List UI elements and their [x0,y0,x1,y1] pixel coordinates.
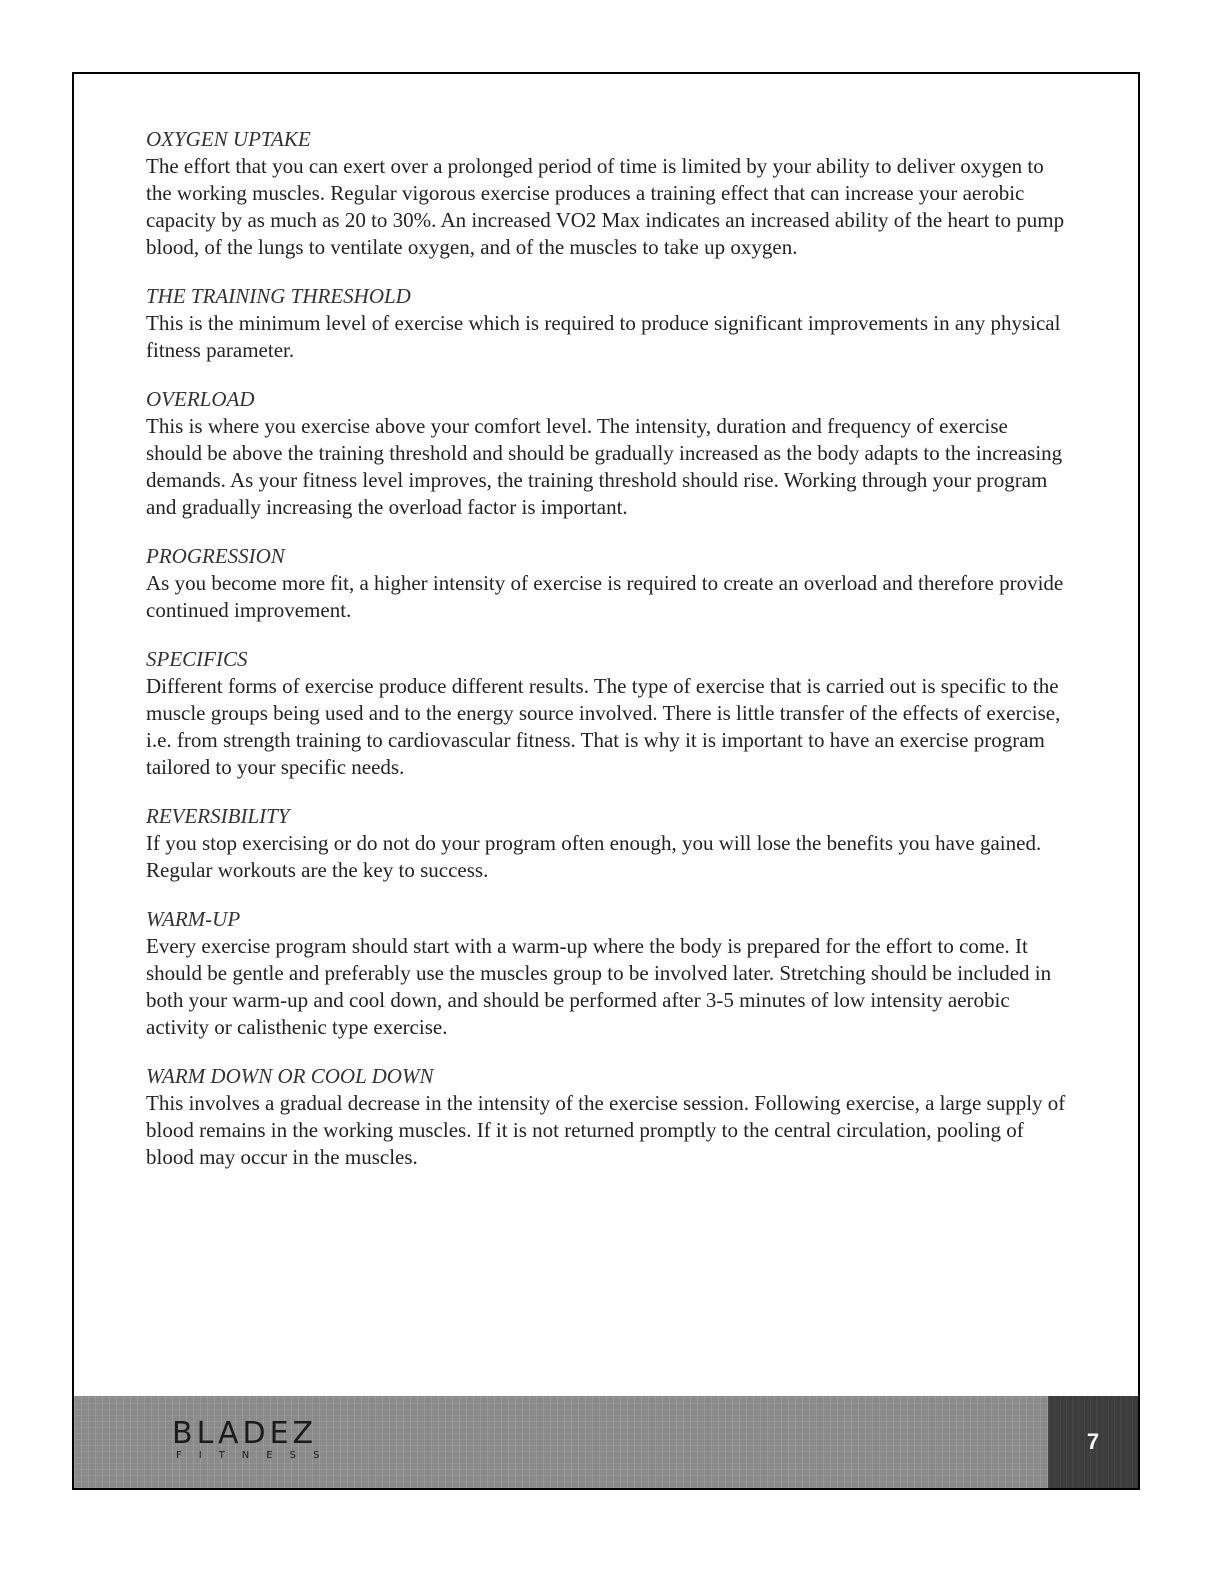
section-body: This is the minimum level of exercise which is required to produce significant improvements in any physical fitness parameter. [146,311,1061,362]
section-body: If you stop exercising or do not do your program often enough, you will lose the benefits you have gained. Regular workouts are the key to success. [146,831,1042,882]
section-body: As you become more fit, a higher intensity of exercise is required to create an overload and therefore provide continued improvement. [146,571,1064,622]
section-heading: SPECIFICS [146,647,248,671]
section-body: The effort that you can exert over a prolonged period of time is limited by your ability to deliver oxygen to the working muscles. Regular vigorous exercise produces a training effect that can increase your aerobic capacity by as much as 20 to 30%. An increased VO2 Max indicates an increased ability of the heart to pump blood, of the lungs to ventilate oxygen, and of the muscles to take up oxygen. [146,154,1065,259]
section-progression [146,543,1066,624]
section-cool-down [146,1063,1066,1171]
logo-subtitle: FITNESS [176,1450,337,1461]
section-heading: WARM DOWN OR COOL DOWN [146,1064,434,1088]
section-overload [146,386,1066,521]
section-oxygen-uptake [146,126,1066,261]
logo-wordmark: BLADEZ [172,1416,318,1451]
section-heading: OVERLOAD [146,387,255,411]
section-heading: WARM-UP [146,907,241,931]
section-warm-up [146,906,1066,1041]
section-body: Different forms of exercise produce different results. The type of exercise that is carried out is specific to the muscle groups being used and to the energy source involved. There is little transfer of the effects of exercise, i.e. from strength training to cardiovascular fitness. That is why it is important to have an exercise program tailored to your specific needs. [146,674,1061,779]
page-number-block [1048,1396,1138,1488]
page-number: 7 [1086,1429,1100,1454]
section-heading: REVERSIBILITY [146,804,290,828]
section-reversibility [146,803,1066,884]
section-body: Every exercise program should start with a warm-up where the body is prepared for the effort to come. It should be gentle and preferably use the muscles group to be involved later. Stretching should be included in both your warm-up and cool down, and should be performed after 3-5 minutes of low intensity aerobic activity or calisthenic type exercise. [146,934,1052,1039]
section-body: This is where you exercise above your comfort level. The intensity, duration and frequency of exercise should be above the training threshold and should be gradually increased as the body adapts to the increasing demands. As your fitness level improves, the training threshold should rise. Working through your program and gradually increasing the overload factor is important. [146,414,1063,519]
page-footer [74,1396,1138,1488]
section-body: This involves a gradual decrease in the intensity of the exercise session. Following exercise, a large supply of blood remains in the working muscles. If it is not returned promptly to the central circulation, pooling of blood may occur in the muscles. [146,1091,1066,1169]
section-specifics [146,646,1066,781]
document-body [146,126,1066,1193]
page-frame [72,72,1140,1490]
section-heading: OXYGEN UPTAKE [146,127,311,151]
section-training-threshold [146,283,1066,364]
brand-logo [172,1418,372,1466]
section-heading: PROGRESSION [146,544,285,568]
section-heading: THE TRAINING THRESHOLD [146,284,411,308]
